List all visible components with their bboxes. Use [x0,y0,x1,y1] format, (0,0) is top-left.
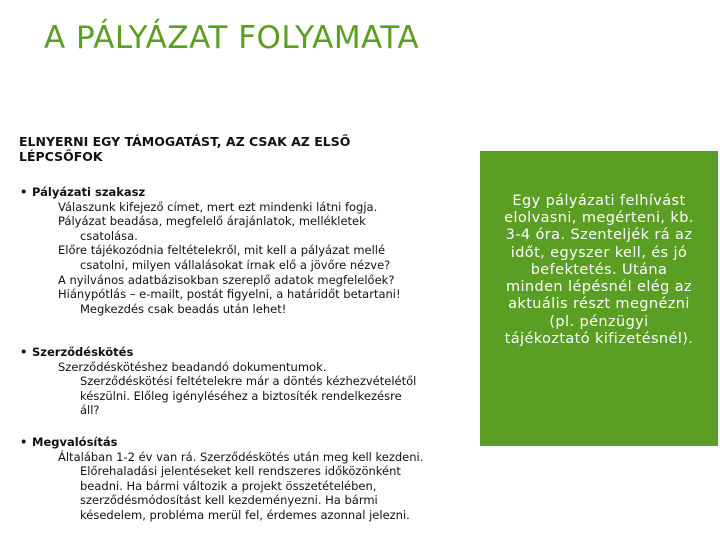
section-line: Szerződéskötéshez beadandó dokumentumok. [58,359,327,374]
callout-line: aktuális részt megnézni [508,296,690,313]
bullet-icon: • [20,435,28,449]
section-line: szerződésmódosítást kell kezdeményezni. Ha bármi [80,493,378,508]
section-heading [20,345,470,360]
callout-line: minden lépésnél elég az [505,279,692,296]
section-line: Megkezdés csak beadás után lehet! [80,301,287,316]
callout-line: 3-4 óra. Szenteljék rá az [505,227,693,244]
section-line: csatolása. [80,228,138,243]
section-palyazati-szakasz [20,185,470,316]
section-heading [20,185,470,200]
callout-text [504,193,694,348]
section-line: A nyilvános adatbázisokban szereplő adatok megfelelőek? [58,272,395,287]
section-megvalositas [20,435,470,523]
section-line: Előre tájékozódnia feltételekről, mit kell a pályázat mellé [58,243,386,258]
section-line: beadni. Ha bármi változik a projekt összetételében, [80,478,377,493]
section-line: késedelem, probléma merül fel, érdemes azonnal jelezni. [80,507,410,522]
page-subtitle: ELNYERNI EGY TÁMOGATÁST, AZ CSAK AZ ELSŐ LÉPCSŐFOK [19,134,351,164]
bullet-icon: • [20,185,28,199]
section-line: áll? [80,403,100,418]
callout-line: Egy pályázati felhívást [512,193,686,210]
section-heading-label: Megvalósítás [32,435,118,449]
section-line: Általában 1-2 év van rá. Szerződéskötés után meg kell kezdeni. [58,449,424,464]
bullet-icon: • [20,345,28,359]
page-title: A PÁLYÁZAT FOLYAMATA [44,20,420,56]
section-heading-label: Szerződéskötés [32,345,134,359]
section-line: csatolni, milyen vállalásokat írnak elő a jövőre nézve? [80,257,391,272]
section-line: készülni. Előleg igényléséhez a biztosíték rendelkezésre [80,388,402,403]
callout-line: elolvasni, megérteni, kb. [504,210,694,227]
callout-line: tájékoztató kifizetésnél). [504,330,694,347]
section-line: Előrehaladási jelentéseket kell rendszeres időközönként [80,464,401,479]
section-line: Szerződéskötési feltételekre már a döntés kézhezvételétől [80,374,417,389]
section-heading [20,435,470,450]
section-line: Válaszunk kifejező címet, mert ezt mindenki látni fogja. [58,199,378,214]
section-line: Hiánypótlás – e-mailt, postát figyelni, a határidőt betartani! [58,287,401,302]
callout-line: időt, egyszer kell, és jó [510,244,688,261]
callout-line: (pl. pénzügyi [549,313,649,330]
section-heading-label: Pályázati szakasz [32,185,146,199]
callout-line: befektetés. Utána [530,261,668,278]
callout-box [480,151,718,446]
section-line: Pályázat beadása, megfelelő árajánlatok, mellékletek [58,214,366,229]
section-szerzodeskotes [20,345,470,418]
